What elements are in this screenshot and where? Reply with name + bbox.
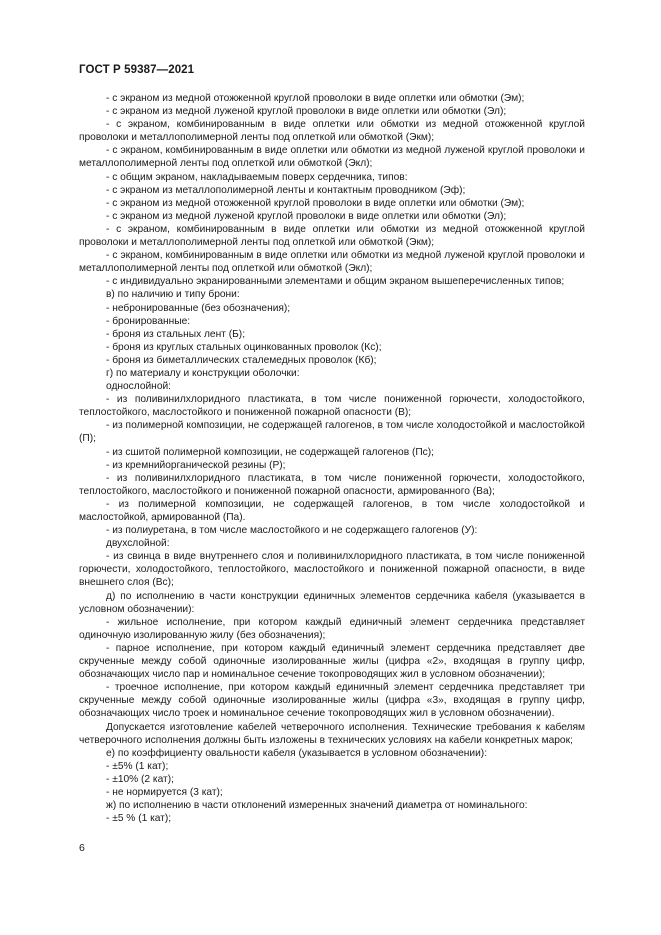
paragraph: - ±5 % (1 кат);	[106, 813, 172, 825]
section-heading: е) по коэффициенту овальности кабеля (указывается в условном обозначении):	[106, 747, 488, 759]
section-heading: д) по исполнению в части конструкции единичных элементов сердечника кабеля (указывается в условном обозначении):	[79, 590, 585, 615]
paragraph: - ±10% (2 кат);	[106, 773, 174, 785]
paragraph: - с экраном из медной луженой круглой проволоки в виде оплетки или обмотки (Эл);	[106, 210, 507, 222]
paragraph: - из полиуретана, в том числе маслостойкого и не содержащего галогенов (У):	[106, 525, 478, 537]
paragraph: - с экраном из металлополимерной ленты и контактным проводником (Эф);	[106, 184, 466, 196]
paragraph: - бронированные:	[106, 315, 191, 327]
section-heading: г) по материалу и конструкции оболочки:	[106, 367, 300, 379]
paragraph: - из поливинилхлоридного пластиката, в том числе пониженной горючести, холодостойкого, теплостойкого, маслостойкого и пониженной пожарной опасности (В);	[79, 394, 585, 419]
paragraph: - не нормируется (3 кат);	[106, 786, 223, 798]
subheading: однослойной:	[106, 381, 171, 393]
paragraph: - с индивидуально экранированными элементами и общим экраном вышеперечисленных типов;	[106, 276, 565, 288]
paragraph: - с экраном, комбинированным в виде оплетки или обмотки из медной отожженной круглой проволоки и металлополимерной ленты под оплеткой или обмоткой (Экм);	[79, 223, 585, 249]
document-header: ГОСТ Р 59387—2021	[79, 64, 195, 76]
paragraph: - ±5% (1 кат);	[106, 760, 169, 772]
paragraph: - из кремнийорганической резины (Р);	[106, 459, 286, 471]
paragraph: - из сшитой полимерной композиции, не содержащей галогенов (Пс);	[106, 446, 434, 458]
paragraph: - троечное исполнение, при котором каждый единичный элемент сердечника представляет три скрученные между собой одиночные изолированные жилы (цифра «3», входящая в группу цифр, обозначающих число троек и номинальное сечение токопроводящих жил в условном обозначении).	[79, 682, 585, 720]
document-body	[79, 92, 585, 825]
subheading: двухслойной:	[106, 538, 170, 550]
paragraph: - с общим экраном, накладываемым поверх сердечника, типов:	[106, 171, 408, 183]
page-number: 6	[79, 842, 85, 854]
paragraph: - небронированные (без обозначения);	[106, 302, 291, 314]
paragraph: - из свинца в виде внутреннего слоя и поливинилхлоридного пластиката, в том числе пониженной горючести, холодостойкого, теплостойкого, маслостойкого и пониженной пожарной опасности, в виде внешнего слоя (Вс);	[79, 551, 585, 589]
paragraph: Допускается изготовление кабелей четверочного исполнения. Технические требования к кабелям четверочного исполнения должны быть изложены в технических условиях на кабели конкретных марок;	[79, 721, 585, 746]
paragraph: - с экраном, комбинированным в виде оплетки или обмотки из медной луженой круглой проволоки и металлополимерной ленты под оплеткой или обмоткой (Экл);	[79, 145, 585, 170]
paragraph: - с экраном, комбинированным в виде оплетки или обмотки из медной отожженной круглой проволоки и металлополимерной ленты под оплеткой или обмоткой (Экм);	[79, 119, 585, 144]
paragraph: - из поливинилхлоридного пластиката, в том числе пониженной горючести, холодостойкого, теплостойкого, маслостойкого и пониженной пожарной опасности, армированного (Ва);	[79, 472, 585, 497]
paragraph: - с экраном из медной отожженной круглой проволоки в виде оплетки или обмотки (Эм);	[106, 93, 525, 104]
paragraph: - с экраном из медной луженой круглой проволоки в виде оплетки или обмотки (Эл);	[106, 106, 507, 118]
paragraph: - из полимерной композиции, не содержащей галогенов, в том числе холодостойкой и маслостойкой (П);	[79, 420, 585, 445]
paragraph: - броня из биметаллических сталемедных проволок (Кб);	[106, 354, 377, 366]
paragraph: - с экраном, комбинированным в виде оплетки или обмотки из медной луженой круглой проволоки и металлополимерной ленты под оплеткой или обмоткой (Экл);	[79, 250, 585, 275]
paragraph: - жильное исполнение, при котором каждый единичный элемент сердечника представляет одиночную изолированную жилу (без обозначения);	[79, 616, 585, 641]
paragraph: - парное исполнение, при котором каждый единичный элемент сердечника представляет две скрученные между собой одиночные изолированные жилы (цифра «2», входящая в группу цифр, обозначающих число пар и номинальное сечение токопроводящих жил в условном обозначении);	[79, 642, 585, 681]
paragraph: - броня из круглых стальных оцинкованных проволок (Кс);	[106, 341, 382, 353]
section-heading: ж) по исполнению в части отклонений измеренных значений диаметра от номинального:	[106, 800, 528, 812]
section-heading: в) по наличию и типу брони:	[106, 289, 240, 301]
paragraph: - из полимерной композиции, не содержащей галогенов, в том числе холодостойкой и маслостойкой, армированной (Па).	[79, 498, 585, 523]
paragraph: - броня из стальных лент (Б);	[106, 328, 246, 340]
paragraph: - с экраном из медной отожженной круглой проволоки в виде оплетки или обмотки (Эм);	[106, 197, 525, 209]
